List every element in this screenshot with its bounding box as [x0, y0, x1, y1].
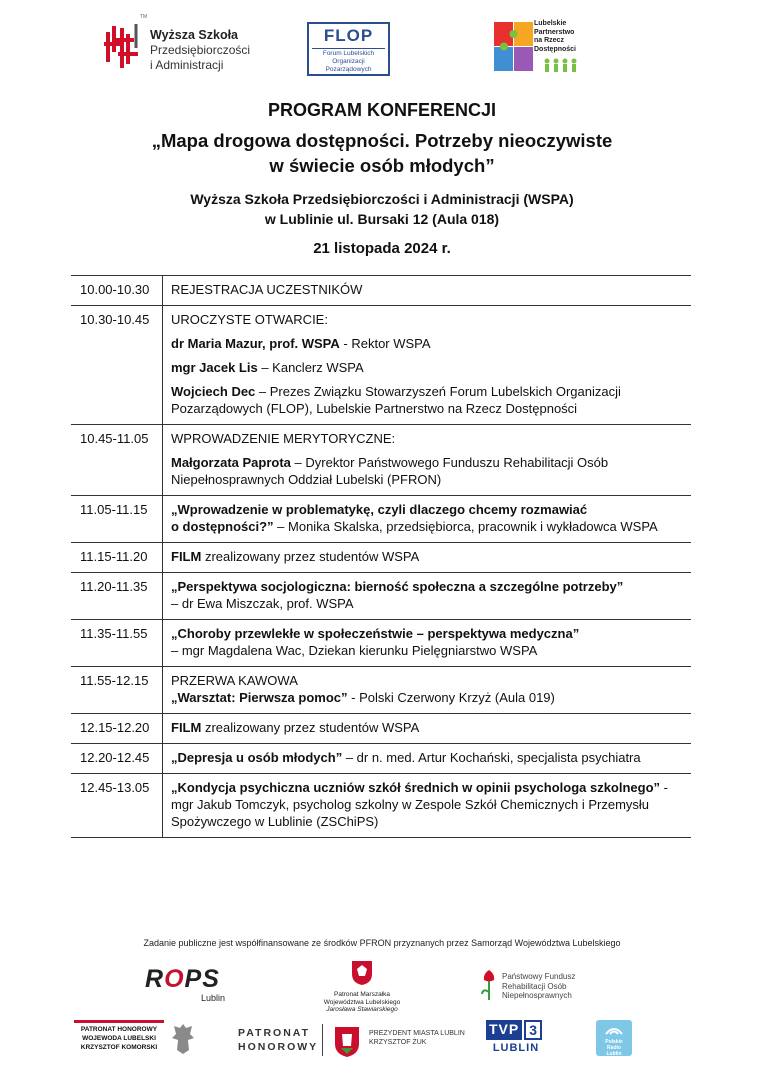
lublin-crest-icon: [334, 1026, 360, 1058]
schedule-row: [71, 620, 691, 667]
schedule-time: 12.15-12.20: [71, 714, 163, 743]
schedule-row: [71, 744, 691, 774]
wspa-emblem-icon: [102, 18, 146, 74]
venue-line2: w Lublinie ul. Bursaki 12 (Aula 018): [264, 211, 500, 227]
schedule-content: PRZERWA KAWOWA „Warsztat: Pierwsza pomoc” - Polski Czerwony Krzyż (Aula 019): [171, 673, 555, 705]
program-heading: PROGRAM KONFERENCJI: [267, 100, 496, 120]
schedule-row: [71, 425, 691, 496]
schedule-content: WPROWADZENIE MERYTORYCZNE: Małgorzata Paprota – Dyrektor Państwowego Funduszu Rehabilitacji Osób Niepełnosprawnych Oddział Lubelski (PFRON): [171, 431, 609, 487]
schedule-row: [71, 543, 691, 573]
funding-note: Zadanie publiczne jest współfinansowane ze środków PFRON przyznanych przez Samorząd Województwa Lubelskiego: [143, 938, 621, 948]
lubelskie-crest-icon: [351, 960, 373, 986]
schedule-row: [71, 667, 691, 714]
flop-title: FLOP: [323, 26, 374, 45]
schedule-time: 10.45-11.05: [71, 425, 163, 495]
flop-subtitle: Forum Lubelskich Organizacji Pozarządowych: [312, 48, 385, 74]
pfron-tulip-icon: [480, 968, 498, 1002]
patronat-honorowy-label: PATRONAT HONOROWY: [238, 1027, 319, 1053]
pfron-logo: Państwowy Fundusz Rehabilitacji Osób Niepełnosprawnych: [480, 968, 600, 1006]
schedule-time: 12.20-12.45: [71, 744, 163, 773]
schedule-content: „Depresja u osób młodych” – dr n. med. Artur Kochański, specjalista psychiatra: [171, 750, 641, 765]
schedule-time: 12.45-13.05: [71, 774, 163, 837]
schedule-row: [71, 276, 691, 306]
schedule-time: 11.35-11.55: [71, 620, 163, 666]
rops-logo: ROPS Lublin: [145, 965, 226, 1003]
schedule-time: 11.05-11.15: [71, 496, 163, 542]
prezydent-patronage-text: PREZYDENT MIASTA LUBLIN KRZYSZTOF ŻUK: [369, 1030, 465, 1046]
schedule-content: REJESTRACJA UCZESTNIKÓW: [171, 282, 363, 297]
schedule-content: UROCZYSTE OTWARCIE: dr Maria Mazur, prof. WSPA - Rektor WSPA mgr Jacek Lis – Kanclerz WSPA Wojciech Dec – Prezes Związku Stowarzyszeń Forum Lubelskich Organizacji Pozarządowych (FLOP), Lubelskie Partnerstwo na Rzecz Dostępności: [171, 312, 621, 416]
venue-line1: Wyższa Szkoła Przedsiębiorczości i Administracji (WSPA): [190, 191, 574, 207]
wspa-tm: TM: [140, 14, 148, 20]
schedule-row: [71, 774, 691, 838]
schedule-content: „Perspektywa socjologiczna: bierność społeczna a szczególne potrzeby” – dr Ewa Miszczak, prof. WSPA: [171, 579, 624, 611]
schedule-time: 11.15-11.20: [71, 543, 163, 572]
schedule-time: 10.00-10.30: [71, 276, 163, 305]
radio-lublin-logo: Polskie Radio Lublin: [596, 1020, 632, 1056]
wojewoda-patronage-logo: PATRONAT HONOROWY WOJEWODA LUBELSKI KRZYSZTOF KOMORSKI: [74, 1016, 198, 1066]
schedule-row: [71, 496, 691, 543]
schedule-content: „Wprowadzenie w problematykę, czyli dlaczego chcemy rozmawiać o dostępności?” – Monika Skalska, przedsiębiorca, pracownik i wykładowca WSPA: [171, 502, 658, 534]
eagle-icon: [170, 1022, 196, 1056]
patronat-divider: [322, 1024, 323, 1056]
schedule-content: FILM zrealizowany przez studentów WSPA: [171, 720, 420, 735]
schedule-time: 11.20-11.35: [71, 573, 163, 619]
schedule-row: [71, 714, 691, 744]
schedule-table: [71, 275, 691, 838]
conference-title-line1: „Mapa drogowa dostępności. Potrzeby nieoczywiste: [151, 130, 613, 151]
schedule-content: „Choroby przewlekłe w społeczeństwie – perspektywa medyczna” – mgr Magdalena Wac, Dziekan kierunku Pielęgniarstwo WSPA: [171, 626, 580, 658]
schedule-content: FILM zrealizowany przez studentów WSPA: [171, 549, 420, 564]
schedule-row: [71, 573, 691, 620]
schedule-time: 11.55-12.15: [71, 667, 163, 713]
conference-date: 21 listopada 2024 r.: [313, 240, 451, 257]
schedule-content: „Kondycja psychiczna uczniów szkół średnich w opinii psychologa szkolnego” - mgr Jakub Tomczyk, psycholog szkolny w Zespole Szkół Chemicznych i Przemysłu Spożywczego w Lublinie (ZSChiPS): [171, 780, 668, 829]
lpd-logo-text: Lubelskie Partnerstwo na Rzecz Dostępności: [534, 20, 577, 53]
puzzle-icon: [494, 22, 534, 72]
lpd-logo: [494, 20, 594, 76]
wspa-logo-text: Wyższa Szkoła Przedsiębiorczości i Administracji: [150, 28, 251, 72]
people-icon: [542, 58, 582, 72]
flop-logo: [307, 22, 390, 76]
tvp3-lublin-logo: TVP 3 LUBLIN: [486, 1020, 546, 1062]
conference-title-line2: w świecie osób młodych”: [269, 155, 495, 176]
wspa-logo: [100, 14, 260, 76]
schedule-row: [71, 306, 691, 425]
schedule-time: 10.30-10.45: [71, 306, 163, 424]
marszalek-patronage-logo: Patronat Marszałka Województwa Lubelskiego Jarosława Stawiarskiego: [316, 960, 408, 1014]
radio-wave-icon: [596, 1020, 632, 1038]
